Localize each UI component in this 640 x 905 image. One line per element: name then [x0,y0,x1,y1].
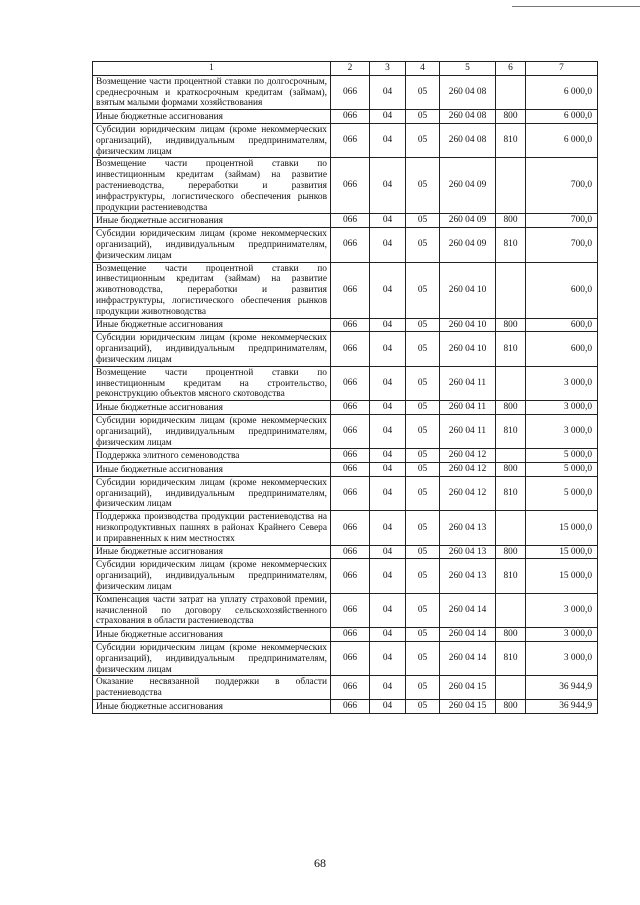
cell-amount: 600,0 [526,332,598,366]
table-row [93,214,598,228]
cell-name: Субсидии юридическим лицам (кроме некоммерческих организаций), индивидуальным предпринимателям, физическим лицам [93,332,331,366]
cell-amount: 36 944,9 [526,676,598,700]
cell-expense-type [496,366,526,400]
cell-expense-type: 800 [496,214,526,228]
cell-subsection: 05 [406,700,440,714]
cell-subsection: 05 [406,463,440,477]
cell-expense-type [496,75,526,109]
cell-code: 066 [331,110,370,124]
cell-code: 066 [331,545,370,559]
cell-amount: 700,0 [526,158,598,214]
cell-section: 04 [370,214,406,228]
cell-code: 066 [331,158,370,214]
cell-subsection: 05 [406,75,440,109]
cell-section: 04 [370,110,406,124]
cell-subsection: 05 [406,158,440,214]
cell-expense-type: 800 [496,545,526,559]
cell-expense-type: 800 [496,318,526,332]
cell-amount: 6 000,0 [526,75,598,109]
cell-expense-type: 810 [496,228,526,262]
cell-section: 04 [370,318,406,332]
cell-expense-type: 810 [496,476,526,510]
cell-code: 066 [331,332,370,366]
table-row [93,449,598,463]
cell-target-article: 260 04 09 [440,214,496,228]
cell-amount: 36 944,9 [526,700,598,714]
cell-section: 04 [370,262,406,318]
cell-name: Иные бюджетные ассигнования [93,463,331,477]
cell-expense-type: 800 [496,700,526,714]
cell-name: Иные бюджетные ассигнования [93,628,331,642]
cell-section: 04 [370,366,406,400]
cell-target-article: 260 04 08 [440,110,496,124]
table-row [93,559,598,593]
cell-subsection: 05 [406,123,440,157]
cell-target-article: 260 04 11 [440,366,496,400]
cell-code: 066 [331,366,370,400]
cell-section: 04 [370,476,406,510]
cell-name: Поддержка производства продукции растениеводства на низкопродуктивных пашнях в районах Крайнего Севера и приравненных к ним местностях [93,511,331,545]
cell-name: Иные бюджетные ассигнования [93,318,331,332]
cell-expense-type: 800 [496,110,526,124]
cell-name: Возмещение части процентной ставки по долгосрочным, среднесрочным и краткосрочным кредитам (займам), взятым малыми формами хозяйствования [93,75,331,109]
cell-subsection: 05 [406,214,440,228]
cell-code: 066 [331,642,370,676]
cell-section: 04 [370,463,406,477]
table-row [93,75,598,109]
cell-name: Иные бюджетные ассигнования [93,110,331,124]
header-col-name: 1 [93,62,331,76]
cell-subsection: 05 [406,318,440,332]
cell-expense-type: 800 [496,628,526,642]
cell-name: Субсидии юридическим лицам (кроме некоммерческих организаций), индивидуальным предпринимателям, физическим лицам [93,476,331,510]
cell-target-article: 260 04 15 [440,676,496,700]
cell-target-article: 260 04 10 [440,332,496,366]
table-row [93,318,598,332]
cell-code: 066 [331,700,370,714]
cell-subsection: 05 [406,676,440,700]
cell-target-article: 260 04 12 [440,463,496,477]
cell-target-article: 260 04 14 [440,642,496,676]
cell-subsection: 05 [406,401,440,415]
cell-code: 066 [331,214,370,228]
cell-name: Субсидии юридическим лицам (кроме некоммерческих организаций), индивидуальным предпринимателям, физическим лицам [93,559,331,593]
table-row [93,110,598,124]
table-row [93,123,598,157]
cell-section: 04 [370,414,406,448]
cell-amount: 5 000,0 [526,476,598,510]
cell-expense-type [496,593,526,627]
table-row [93,628,598,642]
cell-code: 066 [331,401,370,415]
table-row [93,332,598,366]
cell-name: Иные бюджетные ассигнования [93,700,331,714]
cell-subsection: 05 [406,628,440,642]
cell-code: 066 [331,228,370,262]
cell-amount: 600,0 [526,262,598,318]
cell-expense-type [496,449,526,463]
cell-amount: 15 000,0 [526,545,598,559]
cell-section: 04 [370,593,406,627]
cell-subsection: 05 [406,559,440,593]
cell-expense-type: 810 [496,414,526,448]
budget-table [92,61,598,714]
cell-name: Возмещение части процентной ставки по инвестиционным кредитам (займам) на развитие животноводства, переработки и развития инфраструктуры, логистического обеспечения рынков продукции животноводства [93,262,331,318]
cell-target-article: 260 04 12 [440,449,496,463]
cell-section: 04 [370,545,406,559]
cell-amount: 6 000,0 [526,110,598,124]
table-row [93,366,598,400]
cell-name: Поддержка элитного семеноводства [93,449,331,463]
table-row [93,476,598,510]
cell-name: Иные бюджетные ассигнования [93,401,331,415]
cell-expense-type: 800 [496,401,526,415]
cell-name: Возмещение части процентной ставки по инвестиционным кредитам (займам) на развитие растениеводства, переработки и развития инфраструктуры, логистического обеспечения рынков продукции растениеводства [93,158,331,214]
cell-code: 066 [331,449,370,463]
cell-target-article: 260 04 13 [440,511,496,545]
cell-target-article: 260 04 11 [440,414,496,448]
table-row [93,463,598,477]
cell-subsection: 05 [406,332,440,366]
cell-target-article: 260 04 10 [440,318,496,332]
cell-name: Субсидии юридическим лицам (кроме некоммерческих организаций), индивидуальным предпринимателям, физическим лицам [93,414,331,448]
header-col-section: 3 [370,62,406,76]
cell-expense-type [496,158,526,214]
top-rule [512,6,640,7]
cell-code: 066 [331,559,370,593]
cell-amount: 6 000,0 [526,123,598,157]
cell-expense-type [496,676,526,700]
cell-name: Возмещение части процентной ставки по инвестиционным кредитам на строительство, реконструкцию объектов мясного скотоводства [93,366,331,400]
cell-expense-type: 810 [496,332,526,366]
cell-name: Оказание несвязанной поддержки в области растениеводства [93,676,331,700]
cell-amount: 3 000,0 [526,366,598,400]
cell-name: Иные бюджетные ассигнования [93,545,331,559]
table-row [93,700,598,714]
cell-section: 04 [370,75,406,109]
cell-target-article: 260 04 12 [440,476,496,510]
header-col-expense-type: 6 [496,62,526,76]
cell-section: 04 [370,228,406,262]
cell-name: Субсидии юридическим лицам (кроме некоммерческих организаций), индивидуальным предпринимателям, физическим лицам [93,642,331,676]
cell-code: 066 [331,628,370,642]
cell-amount: 700,0 [526,228,598,262]
cell-target-article: 260 04 08 [440,75,496,109]
cell-target-article: 260 04 09 [440,158,496,214]
cell-name: Субсидии юридическим лицам (кроме некоммерческих организаций), индивидуальным предпринимателям, физическим лицам [93,123,331,157]
table-row [93,401,598,415]
cell-subsection: 05 [406,366,440,400]
cell-code: 066 [331,414,370,448]
cell-target-article: 260 04 14 [440,628,496,642]
cell-section: 04 [370,642,406,676]
table-row [93,511,598,545]
cell-target-article: 260 04 10 [440,262,496,318]
cell-target-article: 260 04 15 [440,700,496,714]
cell-code: 066 [331,123,370,157]
cell-section: 04 [370,401,406,415]
cell-target-article: 260 04 08 [440,123,496,157]
page-number: 68 [314,856,326,870]
cell-subsection: 05 [406,110,440,124]
cell-expense-type [496,511,526,545]
cell-section: 04 [370,676,406,700]
cell-target-article: 260 04 13 [440,545,496,559]
cell-section: 04 [370,123,406,157]
cell-subsection: 05 [406,511,440,545]
cell-amount: 3 000,0 [526,642,598,676]
cell-section: 04 [370,158,406,214]
header-col-code: 2 [331,62,370,76]
cell-section: 04 [370,700,406,714]
table-row [93,228,598,262]
cell-subsection: 05 [406,449,440,463]
cell-target-article: 260 04 14 [440,593,496,627]
cell-target-article: 260 04 09 [440,228,496,262]
cell-amount: 700,0 [526,214,598,228]
cell-section: 04 [370,511,406,545]
cell-amount: 5 000,0 [526,449,598,463]
cell-target-article: 260 04 13 [440,559,496,593]
cell-amount: 3 000,0 [526,414,598,448]
cell-code: 066 [331,476,370,510]
cell-section: 04 [370,559,406,593]
cell-code: 066 [331,511,370,545]
table-header-row [93,62,598,76]
table-row [93,676,598,700]
cell-expense-type: 810 [496,642,526,676]
cell-amount: 3 000,0 [526,628,598,642]
cell-subsection: 05 [406,414,440,448]
cell-subsection: 05 [406,228,440,262]
cell-name: Субсидии юридическим лицам (кроме некоммерческих организаций), индивидуальным предпринимателям, физическим лицам [93,228,331,262]
cell-code: 066 [331,262,370,318]
table-row [93,593,598,627]
header-col-amount: 7 [526,62,598,76]
cell-expense-type: 800 [496,463,526,477]
cell-expense-type: 810 [496,559,526,593]
table-row [93,414,598,448]
header-col-target: 5 [440,62,496,76]
header-col-subsection: 4 [406,62,440,76]
cell-amount: 3 000,0 [526,401,598,415]
table-row [93,545,598,559]
cell-section: 04 [370,449,406,463]
cell-code: 066 [331,676,370,700]
cell-amount: 3 000,0 [526,593,598,627]
cell-section: 04 [370,332,406,366]
cell-code: 066 [331,463,370,477]
table-row [93,642,598,676]
cell-code: 066 [331,75,370,109]
cell-code: 066 [331,318,370,332]
cell-code: 066 [331,593,370,627]
cell-target-article: 260 04 11 [440,401,496,415]
cell-subsection: 05 [406,262,440,318]
cell-amount: 15 000,0 [526,559,598,593]
cell-expense-type: 810 [496,123,526,157]
cell-subsection: 05 [406,593,440,627]
table-row [93,158,598,214]
cell-expense-type [496,262,526,318]
cell-section: 04 [370,628,406,642]
cell-name: Компенсация части затрат на уплату страховой премии, начисленной по договору сельскохозяйственного страхования в области растениеводства [93,593,331,627]
cell-subsection: 05 [406,476,440,510]
cell-amount: 15 000,0 [526,511,598,545]
cell-subsection: 05 [406,642,440,676]
cell-name: Иные бюджетные ассигнования [93,214,331,228]
cell-amount: 5 000,0 [526,463,598,477]
cell-amount: 600,0 [526,318,598,332]
cell-subsection: 05 [406,545,440,559]
table-row [93,262,598,318]
